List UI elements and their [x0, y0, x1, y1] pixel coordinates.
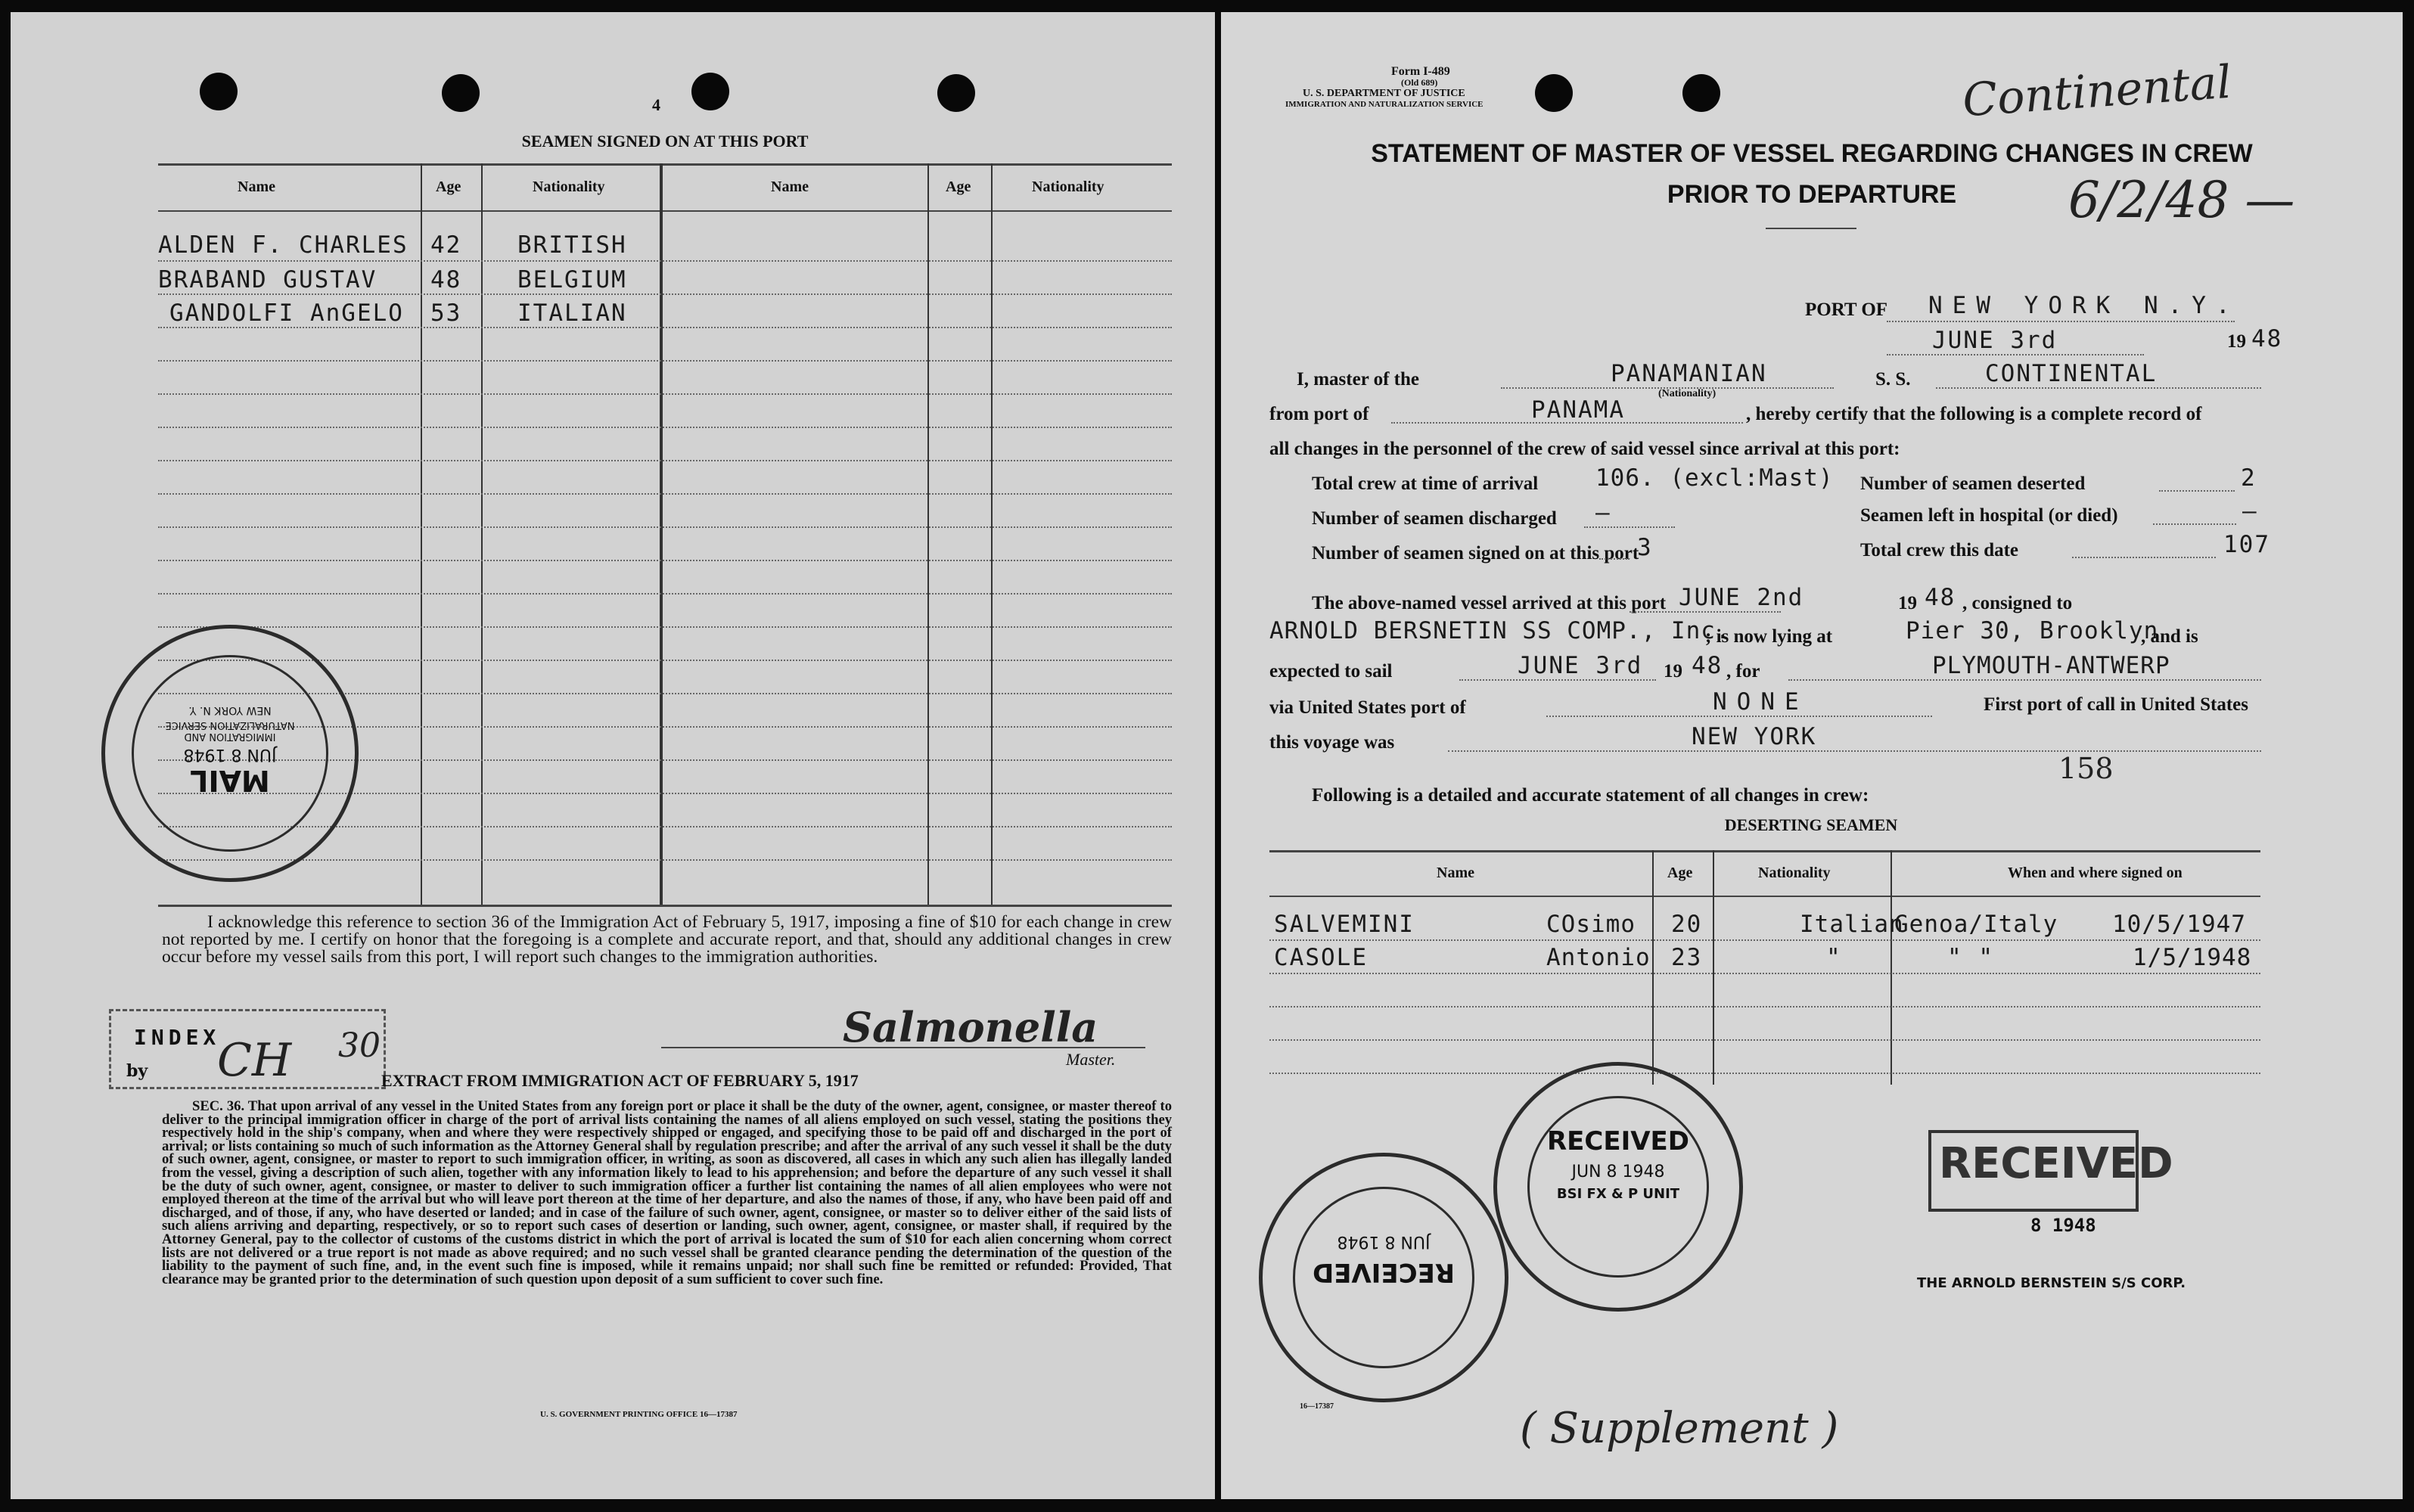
table-bottom-rule	[158, 905, 1172, 907]
form-number: Form I-489	[1391, 65, 1450, 78]
seaman-nationality: ITALIAN	[517, 300, 627, 327]
seaman-nationality: BELGIUM	[517, 266, 627, 293]
received-stamp-text: RECEIVED	[1313, 1257, 1455, 1287]
row-rule	[158, 460, 1172, 461]
punch-hole	[691, 73, 729, 110]
lying-value: Pier 30, Brooklyn	[1906, 617, 2159, 644]
row-rule	[1269, 939, 2260, 941]
deserter-signed-where: " "	[1947, 944, 1994, 971]
voyage-value: NEW YORK	[1692, 723, 1817, 750]
department: U. S. DEPARTMENT OF JUSTICE	[1303, 88, 1465, 99]
row-rule	[1269, 973, 2260, 974]
expected-year: 48	[1692, 652, 1723, 679]
nationality-caption: (Nationality)	[1658, 388, 1717, 399]
row-rule	[158, 293, 1172, 295]
deserted-label: Number of seamen deserted	[1860, 473, 2086, 494]
header-age: Age	[946, 179, 971, 195]
page-number: 4	[652, 95, 660, 114]
deserting-table-header-rule	[1269, 896, 2260, 897]
via-value: NONE	[1713, 688, 1809, 716]
via-dotted	[1546, 716, 1932, 717]
via-label: via United States port of	[1269, 697, 1466, 718]
received-stamp-text: RECEIVED	[1547, 1126, 1689, 1157]
master-label: Master.	[1066, 1050, 1116, 1069]
row-rule	[1269, 1039, 2260, 1041]
discharged-dotted	[1584, 526, 1675, 528]
deserter-age: 23	[1671, 944, 1703, 971]
row-rule	[158, 427, 1172, 428]
punch-hole	[200, 73, 238, 110]
column-rule	[1652, 850, 1654, 1085]
handwritten-vessel: Continental	[1960, 55, 2233, 128]
extract-title: EXTRACT FROM IMMIGRATION ACT OF FEBRUARY 5, 1917	[381, 1071, 859, 1090]
table-top-rule	[158, 163, 1172, 166]
first-port-label: First port of call in United States	[1984, 694, 2248, 715]
certify-text: , hereby certify that the following is a complete record of	[1746, 404, 2202, 424]
row-rule	[158, 327, 1172, 328]
destination-dotted	[1788, 679, 2261, 681]
lying-label: ; is now lying at	[1705, 626, 1833, 647]
date-value: JUNE 3rd	[1932, 327, 2058, 354]
row-rule	[158, 626, 1172, 628]
mail-stamp-date: JUN 8 1948	[183, 745, 277, 764]
deserting-header-when-where: When and where signed on	[2008, 865, 2183, 881]
header-name: Name	[238, 179, 275, 195]
destination: PLYMOUTH-ANTWERP	[1932, 652, 2170, 679]
index-initials: CH	[217, 1034, 292, 1087]
arrived-dotted	[1630, 611, 1781, 613]
column-rule	[1713, 850, 1714, 1085]
following-text: Following is a detailed and accurate statement of all changes in crew:	[1312, 785, 1869, 806]
received-stamp	[1493, 1062, 1743, 1312]
service: IMMIGRATION AND NATURALIZATION SERVICE	[1285, 100, 1484, 109]
year-prefix: 19	[2227, 331, 2246, 352]
hospital-label: Seamen left in hospital (or died)	[1860, 505, 2118, 526]
printer-line: U. S. GOVERNMENT PRINTING OFFICE 16—17387	[540, 1410, 738, 1419]
deserting-header-name: Name	[1437, 865, 1474, 881]
header-age: Age	[436, 179, 461, 195]
for-label: , for	[1726, 661, 1760, 681]
arrived-label: The above-named vessel arrived at this port	[1312, 593, 1667, 613]
row-rule	[158, 859, 1172, 861]
deserter-nationality: "	[1826, 944, 1842, 971]
from-port-value: PANAMA	[1531, 396, 1625, 424]
voyage-label: this voyage was	[1269, 732, 1395, 753]
port-dotted-line	[1887, 321, 2235, 322]
row-rule	[158, 393, 1172, 395]
section-title: SEAMEN SIGNED ON AT THIS PORT	[521, 132, 809, 151]
index-stamp	[109, 1009, 386, 1089]
header-nationality: Nationality	[1032, 179, 1104, 195]
mail-stamp-text: MAIL	[190, 764, 270, 797]
punch-hole	[1682, 74, 1720, 112]
row-rule	[158, 593, 1172, 595]
mail-stamp-city: NEW YORK N. Y.	[188, 704, 272, 716]
deserting-header-age: Age	[1667, 865, 1693, 881]
received-rect-date: 8 1948	[2030, 1215, 2096, 1236]
deserted-value: 2	[2241, 464, 2257, 492]
index-by-label: by	[126, 1061, 148, 1081]
column-rule	[1891, 850, 1892, 1085]
punch-hole	[937, 74, 975, 112]
year-value: 48	[2251, 325, 2283, 352]
master-signature: Salmonella	[843, 1003, 1098, 1051]
received-stamp-date: JUN 8 1948	[1337, 1232, 1431, 1251]
signed-on-dotted	[1599, 558, 1630, 560]
supplement-note: ( Supplement )	[1520, 1404, 1839, 1453]
form-title: STATEMENT OF MASTER OF VESSEL REGARDING CHANGES IN CREW	[1371, 139, 2253, 168]
table-header-rule	[158, 210, 1172, 212]
total-date-dotted	[2072, 557, 2216, 558]
total-date-label: Total crew this date	[1860, 540, 2019, 560]
expected-year-prefix: 19	[1664, 661, 1682, 681]
from-port-dotted-line	[1391, 422, 1743, 424]
ss-label: S. S.	[1875, 369, 1911, 390]
seaman-age: 53	[430, 300, 462, 327]
signed-on-value: 3	[1637, 534, 1653, 561]
form-subtitle: PRIOR TO DEPARTURE	[1667, 180, 1957, 209]
expected-date: JUNE 3rd	[1518, 652, 1643, 679]
deserter-given-name: Antonio	[1546, 944, 1651, 971]
and-is-label: , and is	[2141, 626, 2198, 647]
consignee: ARNOLD BERSNETIN SS COMP., Inc.	[1269, 617, 1731, 644]
punch-hole	[1535, 74, 1573, 112]
deserter-given-name: COsimo	[1546, 911, 1636, 938]
hospital-dotted	[2153, 523, 2236, 525]
discharged-label: Number of seamen discharged	[1312, 508, 1557, 529]
row-rule	[158, 493, 1172, 495]
vessel-dotted-line	[1936, 387, 2261, 389]
deserter-signed-when: 10/5/1947	[2112, 911, 2246, 938]
index-initials-2: 30	[338, 1026, 381, 1065]
mail-stamp-agency: IMMIGRATION AND NATURALIZATION SERVICE	[165, 719, 295, 742]
discharged-value: —	[1595, 499, 1611, 526]
seaman-age: 42	[430, 231, 462, 259]
deserter-surname: SALVEMINI	[1274, 911, 1415, 938]
header-name: Name	[771, 179, 809, 195]
form-old-number: (Old 689)	[1401, 77, 1438, 88]
total-arrival-label: Total crew at time of arrival	[1312, 473, 1539, 494]
vessel-name: CONTINENTAL	[1985, 360, 2158, 387]
expected-dotted	[1459, 679, 1656, 681]
master-of-label: I, master of the	[1297, 369, 1419, 390]
from-port-label: from port of	[1269, 404, 1369, 424]
mail-stamp	[101, 625, 359, 882]
arrived-year-prefix: 19	[1898, 593, 1917, 613]
handwritten-date: 6/2/48 —	[2068, 171, 2295, 229]
received-stamp-inverted	[1259, 1153, 1508, 1402]
title-rule	[1766, 228, 1856, 229]
seaman-nationality: BRITISH	[517, 231, 627, 259]
deserting-title: DESERTING SEAMEN	[1724, 815, 1898, 834]
port-label: PORT OF	[1805, 300, 1888, 320]
signed-on-label: Number of seamen signed on at this port	[1312, 543, 1639, 564]
received-rect-text: RECEIVED	[1939, 1139, 2173, 1188]
right-page	[1221, 12, 2403, 1499]
port-value: NEW YORK N.Y.	[1928, 292, 2240, 319]
row-rule	[1269, 1006, 2260, 1007]
received-stamp-unit: BSI FX & P UNIT	[1556, 1186, 1680, 1202]
signature-line	[661, 1047, 1145, 1048]
row-rule	[158, 360, 1172, 362]
left-page	[11, 12, 1215, 1499]
deserter-age: 20	[1671, 911, 1703, 938]
acknowledgement-text: I acknowledge this reference to section 36 of the Immigration Act of February 5, 1917, imposing a fine of $10 for each change in crew not reported by me. I certify on honor that the foregoing is a complete and accurate report, and that, should any additional changes in crew occur before my vessel sails from this port, I will report such changes to the immigration authorities.	[162, 912, 1172, 967]
row-rule	[158, 526, 1172, 528]
handwritten-number: 158	[2058, 752, 2114, 785]
expected-label: expected to sail	[1269, 661, 1393, 681]
arrived-date: JUNE 2nd	[1679, 584, 1804, 611]
index-stamp-text: INDEX	[134, 1025, 221, 1050]
seaman-age: 48	[430, 266, 462, 293]
date-dotted-line	[1887, 354, 2144, 355]
deserter-surname: CASOLE	[1274, 944, 1368, 971]
received-stamp-date: JUN 8 1948	[1571, 1163, 1665, 1181]
consigned-label: , consigned to	[1962, 593, 2073, 613]
seaman-name: GANDOLFI AnGELO	[169, 300, 404, 327]
total-arrival-value: 106. (excl:Mast)	[1595, 464, 1834, 492]
punch-hole	[442, 74, 480, 112]
company-stamp: THE ARNOLD BERNSTEIN S/S CORP.	[1917, 1275, 2186, 1291]
deserter-signed-where: Genoa/Italy	[1894, 911, 2058, 938]
form-code: 16—17387	[1300, 1402, 1334, 1411]
extract-text: SEC. 36. That upon arrival of any vessel in the United States from any foreign port or place it shall be the duty of the owner, agent, consignee, or master thereof to deliver to the principal immigration officer in charge of the port of arrival lists containing the names of all aliens employed on such vessel, stating the positions they respectively hold in the ship's company, when and where they were respectively shipped or engaged, and specifying those to be paid off and discharged in the port of arrival; or lists containing so much of such information as the Attorney General shall by regulation prescribe; and after the arrival of any such vessel it shall be the duty of such owner, agent, consignee, or master to report to such immigration officer, in writing, as soon as discovered, all cases in which any such alien has illegally landed from the vessel, giving a description of such alien, together with any information likely to lead to his apprehension; and before the departure of any such vessel it shall be the duty of such owner, agent, consignee, or master to deliver to such immigration officer a further list containing the names of all alien employees who were not employed thereon at the time of the arrival but who will leave port thereon at the time of her departure, and also the names of those, if any, who have been paid off and discharged, and of those, if any, who have deserted or landed; and in case of the failure of such owner, agent, consignee, or master so to deliver either of the said lists of such aliens arriving and departing, respectively, or so to report such cases of desertion or landing, such owner, agent, consignee, or master shall, if required by the Attorney General, pay to the collector of customs of the customs district in which the port of arrival is located the sum of $10 for each alien concerning whom correct lists are not delivered or a true report is not made as above required; and no such vessel shall be granted clearance pending the determination of the question of the liability to the payment of such fine, and, in the event such fine is imposed, while it remains unpaid; nor shall such fine be remitted or refunded: Provided, That clearance may be granted prior to the determination of such question upon deposit of a sum sufficient to cover such fine.	[162, 1098, 1172, 1287]
seaman-name: ALDEN F. CHARLES	[158, 231, 409, 259]
certify-text-continued: all changes in the personnel of the crew of said vessel since arrival at this port:	[1269, 439, 1900, 459]
received-rect-stamp	[1928, 1130, 2173, 1212]
seaman-name: BRABAND GUSTAV	[158, 266, 377, 293]
deserter-signed-when: 1/5/1948	[2133, 944, 2252, 971]
deserting-table-top-rule	[1269, 850, 2260, 852]
nationality-value: PANAMANIAN	[1611, 360, 1767, 387]
deserter-nationality: Italian	[1800, 911, 1904, 938]
deserted-dotted	[2159, 490, 2235, 492]
row-rule	[158, 260, 1172, 262]
row-rule	[1269, 1073, 2260, 1074]
total-date-value: 107	[2223, 531, 2270, 558]
header-nationality: Nationality	[533, 179, 605, 195]
voyage-dotted	[1448, 750, 2261, 752]
deserting-header-nationality: Nationality	[1758, 865, 1831, 881]
arrived-year: 48	[1925, 584, 1956, 611]
row-rule	[158, 560, 1172, 561]
hospital-value: —	[2242, 498, 2258, 525]
